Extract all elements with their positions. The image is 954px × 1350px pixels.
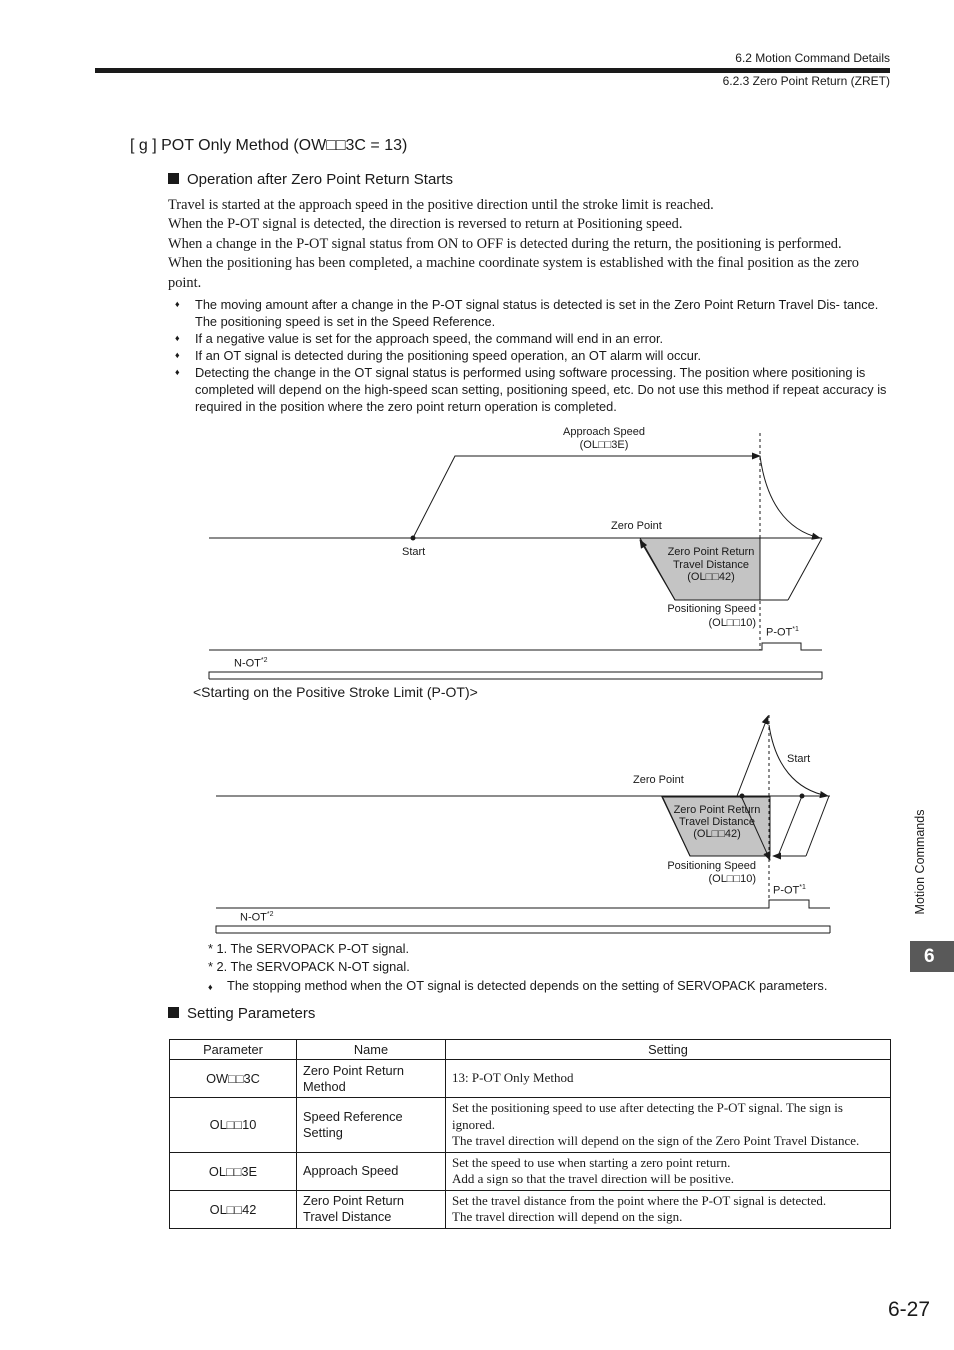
travel-distance-text: Travel Distance xyxy=(678,816,755,828)
not-text: N-OT xyxy=(234,657,261,670)
zero-point-label: Zero Point xyxy=(633,774,684,786)
footnote-1: * 1. The SERVOPACK P-OT signal. xyxy=(208,941,410,956)
table-row xyxy=(170,1060,891,1098)
approach-speed-register: (OL□□3E) xyxy=(579,439,629,451)
header-subsection: 6.2.3 Zero Point Return (ZRET) xyxy=(722,74,890,88)
approach-ramp xyxy=(737,716,768,796)
setting-line: 13: P-OT Only Method xyxy=(452,1070,574,1086)
pot-footnote: *1 xyxy=(799,884,806,891)
param-cell: OW□□3C xyxy=(170,1060,297,1098)
footnote-2: * 2. The SERVOPACK N-OT signal. xyxy=(208,959,410,974)
pot-footnote: *1 xyxy=(792,626,799,633)
positioning-speed-register: (OL□□10) xyxy=(708,617,756,629)
page-number: 6-27 xyxy=(887,1298,930,1321)
travel-distance-label xyxy=(662,546,760,584)
start-dot xyxy=(411,536,416,541)
setting-line: The travel direction will depend on the sign of the Zero Point Travel Distance. xyxy=(452,1133,860,1148)
params-heading-text: Setting Parameters xyxy=(187,1005,316,1022)
table-row xyxy=(170,1098,891,1153)
pot-text: P-OT xyxy=(766,626,793,639)
pot-signal xyxy=(216,900,830,908)
setting-line: Add a sign so that the travel direction will be positive. xyxy=(452,1171,734,1186)
chapter-number: 6 xyxy=(924,946,935,967)
setting-cell xyxy=(446,1152,891,1190)
start-label: Start xyxy=(402,546,426,558)
bullet-item: ♦ Detecting the change in the OT signal status is performed using software processing. The position where positioning is completed will depend on the high-speed scan setting, positioning speed, etc. Do not use this method if repeat accuracy is required in the position where the zero point return operation is completed. xyxy=(175,364,890,415)
square-bullet-icon xyxy=(168,1007,179,1018)
start-label: Start xyxy=(787,753,811,765)
paragraph: When a change in the P-OT signal status from ON to OFF is detected during the return, the positioning is performed. xyxy=(168,235,842,252)
not-signal xyxy=(216,926,830,933)
section-title: [ g ] POT Only Method (OW□□3C = 13) xyxy=(130,137,408,154)
parameters-table xyxy=(169,1039,891,1229)
start-dot xyxy=(800,794,805,799)
pot-label xyxy=(766,626,799,639)
setting-line: Set the speed to use when starting a zero point return. xyxy=(452,1154,731,1170)
setting-line: The travel direction will depend on the sign. xyxy=(452,1209,683,1224)
start-ramp xyxy=(778,796,802,856)
params-heading xyxy=(168,1005,315,1022)
column-header: Setting xyxy=(446,1040,891,1060)
footnote-bullet-text: The stopping method when the OT signal is detected depends on the setting of SERVOPACK parameters. xyxy=(227,978,828,993)
table-row xyxy=(170,1152,891,1190)
bullet-item: ♦ If a negative value is set for the approach speed, the command will end in an error. xyxy=(175,330,890,347)
diagram-caption: <Starting on the Positive Stroke Limit (P-OT)> xyxy=(193,684,478,700)
positioning-speed-label xyxy=(640,602,756,630)
param-cell: OL□□42 xyxy=(170,1190,297,1228)
not-label xyxy=(234,657,268,670)
chapter-side-label xyxy=(911,800,927,925)
diamond-bullet-icon: ♦ xyxy=(208,982,213,992)
setting-line: Set the travel distance from the point where the P-OT signal is detected. xyxy=(452,1192,827,1208)
operation-heading-text: Operation after Zero Point Return Starts xyxy=(187,171,453,188)
positioning-speed-text: Positioning Speed xyxy=(667,860,756,872)
not-signal xyxy=(209,672,822,679)
deceleration-curve xyxy=(760,456,820,538)
footnotes xyxy=(208,940,827,996)
pot-text: P-OT xyxy=(773,884,800,897)
not-label xyxy=(240,911,274,924)
column-header: Parameter xyxy=(170,1040,297,1060)
chapter-tab[interactable] xyxy=(910,941,954,972)
bullet-item: ♦ The moving amount after a change in the P-OT signal status is detected is set in the Zero Point Return Travel Dis- tance. The positioning speed is set in the Speed Reference. xyxy=(175,296,890,330)
approach-speed-profile xyxy=(413,456,760,538)
paragraph: Travel is started at the approach speed in the positive direction until the stroke limit is reached. xyxy=(168,197,714,213)
setting-cell xyxy=(446,1098,891,1153)
approach-speed-label xyxy=(548,426,660,452)
positioning-speed-text: Positioning Speed xyxy=(667,603,756,615)
positioning-speed-register: (OL□□10) xyxy=(708,873,756,885)
pot-label xyxy=(773,884,806,897)
header-section: 6.2 Motion Command Details xyxy=(735,51,890,65)
not-footnote: *2 xyxy=(266,911,274,918)
zero-point-label: Zero Point xyxy=(611,520,662,532)
travel-distance-register: (OL□□42) xyxy=(687,571,735,583)
not-text: N-OT xyxy=(240,911,267,924)
name-cell: Speed Reference Setting xyxy=(297,1098,446,1153)
paragraph: When the P-OT signal is detected, the direction is reversed to return at Positioning speed. xyxy=(168,216,683,233)
not-footnote: *2 xyxy=(260,657,268,664)
param-cell: OL□□3E xyxy=(170,1152,297,1190)
setting-line: Set the positioning speed to use after detecting the P-OT signal. The sign is ignored. xyxy=(452,1100,843,1132)
travel-distance-label xyxy=(668,804,766,840)
travel-distance-text: Zero Point Return xyxy=(667,546,755,558)
column-header: Name xyxy=(297,1040,446,1060)
name-cell: Zero Point Return Travel Distance xyxy=(297,1190,446,1228)
name-cell: Zero Point Return Method xyxy=(297,1060,446,1098)
name-cell: Approach Speed xyxy=(297,1152,446,1190)
travel-distance-text: Zero Point Return xyxy=(673,804,761,816)
return-ramp xyxy=(788,538,822,600)
travel-distance-register: (OL□□42) xyxy=(693,828,741,840)
travel-distance-text: Travel Distance xyxy=(672,558,749,571)
setting-cell xyxy=(446,1190,891,1228)
zero-point-dot xyxy=(740,794,745,799)
paragraph: When the positioning has been completed, a machine coordinate system is established with the final position as the zero point. xyxy=(168,255,859,291)
bullet-item: ♦ If an OT signal is detected during the positioning speed operation, an OT alarm will occur. xyxy=(175,347,890,364)
table-header-row xyxy=(170,1040,891,1060)
approach-speed-text: Approach Speed xyxy=(563,426,645,438)
param-cell: OL□□10 xyxy=(170,1098,297,1153)
pot-signal xyxy=(209,643,822,650)
setting-cell xyxy=(446,1060,891,1098)
positioning-speed-label xyxy=(640,860,756,886)
return-ramp xyxy=(806,796,829,856)
table-row xyxy=(170,1190,891,1228)
chapter-side-text: Motion Commands xyxy=(913,809,927,915)
footnote-bullet xyxy=(208,977,827,996)
